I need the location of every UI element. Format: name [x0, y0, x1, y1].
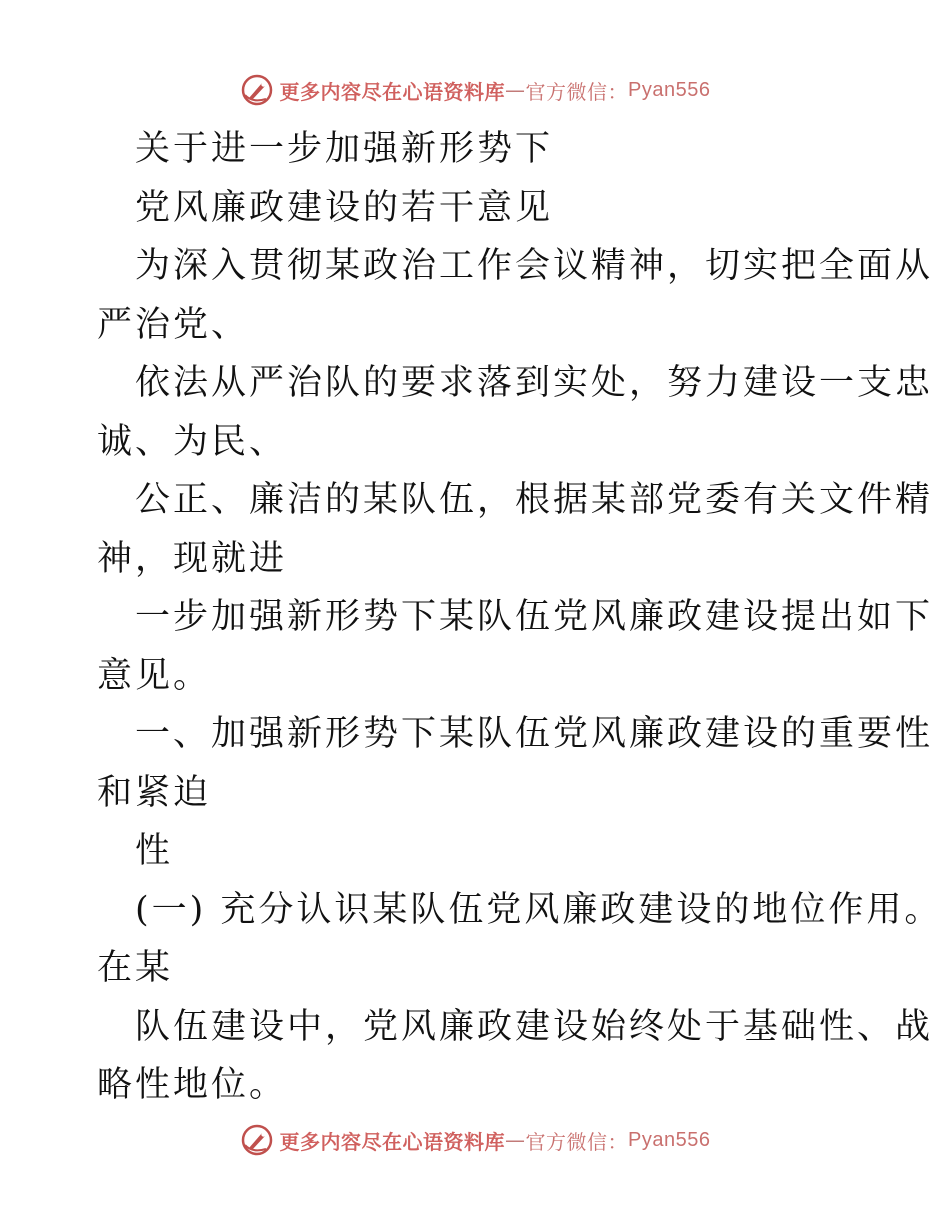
- paragraph-line: 略性地位。: [97, 1065, 288, 1105]
- banner-dash: —: [505, 1128, 526, 1152]
- paragraph-line: 公正、廉洁的某队伍，根据某部党委有关文件精: [135, 480, 934, 520]
- document-body: [97, 120, 943, 1115]
- banner-wechat-id: Pyan556: [628, 1128, 711, 1151]
- paragraph-line: 严治党、: [97, 304, 250, 345]
- paragraph-line: 为深入贯彻某政治工作会议精神，切实把全面从: [135, 246, 934, 286]
- pen-nib-logo-icon: [240, 1123, 274, 1157]
- subsection-heading-line: (一) 充分认识某队伍党风廉政建设的地位作用。: [135, 889, 943, 930]
- banner-main-text: 更多内容尽在心语资料库: [279, 1129, 506, 1154]
- doc-title-line-1: 关于进一步加强新形势下: [135, 129, 554, 169]
- footer-banner: [0, 1120, 950, 1160]
- banner-dash: —: [505, 78, 526, 102]
- section-heading-line: 和紧迫: [97, 772, 212, 813]
- section-heading-line: 一、加强新形势下某队伍党风廉政建设的重要性: [135, 714, 934, 754]
- banner-main-text: 更多内容尽在心语资料库: [279, 79, 506, 104]
- paragraph-line: 依法从严治队的要求落到实处，努力建设一支忠: [135, 363, 934, 403]
- pen-nib-logo-icon: [240, 73, 274, 107]
- paragraph-line: 意见。: [97, 655, 212, 696]
- header-banner: [0, 70, 950, 110]
- banner-wechat-id: Pyan556: [628, 78, 711, 101]
- section-heading-line: 性: [135, 831, 174, 871]
- paragraph-line: 在某: [97, 948, 174, 988]
- banner-wechat-label: 官方微信：: [525, 1129, 629, 1154]
- paragraph-line: 诚、为民、: [97, 421, 288, 462]
- paragraph-line: 一步加强新形势下某队伍党风廉政建设提出如下: [135, 597, 934, 637]
- paragraph-line: 神，现就进: [97, 538, 288, 579]
- paragraph-line: 队伍建设中，党风廉政建设始终处于基础性、战: [135, 1006, 934, 1047]
- banner-wechat-label: 官方微信：: [525, 79, 629, 104]
- doc-title-line-2: 党风廉政建设的若干意见: [135, 187, 554, 228]
